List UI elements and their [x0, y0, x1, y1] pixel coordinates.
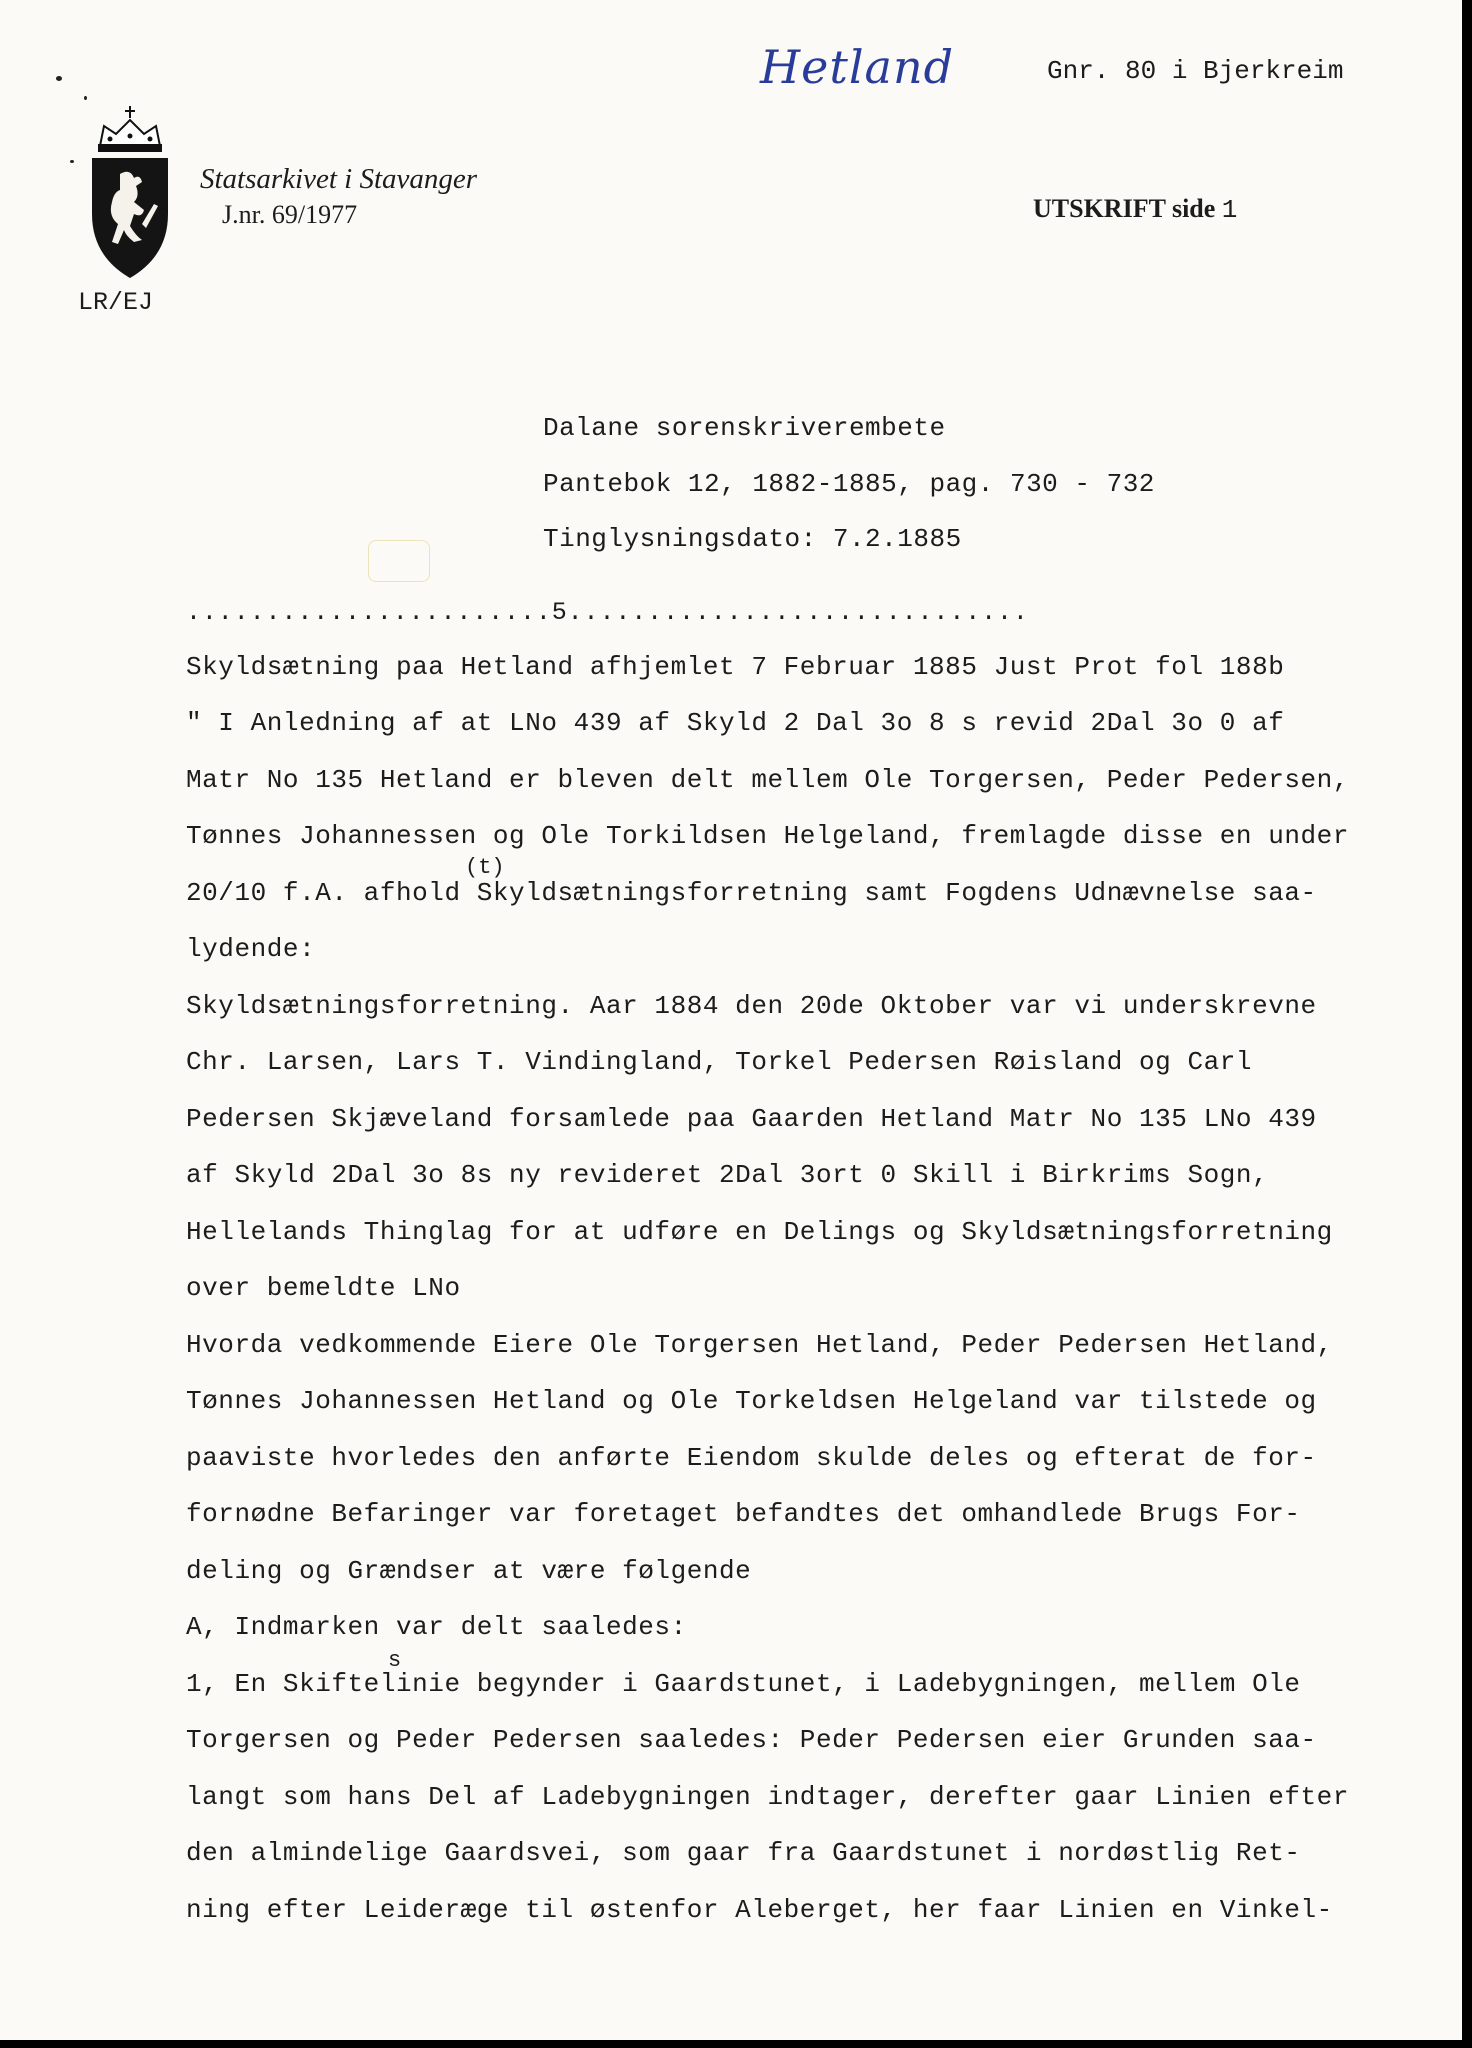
text-line: Skyldsætningsforretning. Aar 1884 den 20de Oktober var vi underskrevne: [186, 991, 1317, 1021]
text-line: 20/10 f.A. afhold Skyldsætningsforretning samt Fogdens Udnævnelse saa-: [186, 878, 1317, 908]
source-office: Dalane sorenskriverembete: [543, 413, 946, 443]
text-line: af Skyld 2Dal 3o 8s ny revideret 2Dal 3ort 0 Skill i Birkrims Sogn,: [186, 1160, 1269, 1190]
text-line: Chr. Larsen, Lars T. Vindingland, Torkel Pedersen Røisland og Carl: [186, 1047, 1253, 1077]
text-line: Torgersen og Peder Pedersen saaledes: Peder Pedersen eier Grunden saa-: [186, 1725, 1317, 1755]
interlinear-insertion: s: [388, 1648, 402, 1673]
text-line: over bemeldte LNo: [186, 1273, 461, 1303]
source-registration: Tinglysningsdato: 7.2.1885: [543, 524, 962, 554]
interlinear-insertion: (t): [465, 855, 505, 880]
coat-of-arms-icon: [80, 104, 180, 284]
speck: [56, 76, 62, 81]
text-line: Pedersen Skjæveland forsamlede paa Gaarden Hetland Matr No 135 LNo 439: [186, 1104, 1317, 1134]
text-line: den almindelige Gaardsvei, som gaar fra Gaardstunet i nordøstlig Ret-: [186, 1838, 1301, 1868]
text-line: Tønnes Johannessen Hetland og Ole Torkeldsen Helgeland var tilstede og: [186, 1386, 1317, 1416]
text-line: Skyldsætning paa Hetland afhjemlet 7 Februar 1885 Just Prot fol 188b: [186, 652, 1285, 682]
text-line: ning efter Leideræge til østenfor Aleberget, her faar Linien en Vinkel-: [186, 1895, 1333, 1925]
source-book: Pantebok 12, 1882-1885, pag. 730 - 732: [543, 469, 1155, 499]
handwritten-note: Hetland: [760, 40, 955, 94]
section-divider: .......................5.............................: [186, 598, 1029, 627]
text-line: langt som hans Del af Ladebygningen indtager, derefter gaar Linien efter: [186, 1782, 1349, 1812]
page-number: 1: [1221, 195, 1238, 225]
text-line: Tønnes Johannessen og Ole Torkildsen Helgeland, fremlagde disse en under: [186, 821, 1349, 851]
initials: LR/EJ: [78, 288, 154, 317]
farm-number: Gnr. 80 i Bjerkreim: [1047, 56, 1344, 86]
text-line: Hellelands Thinglag for at udføre en Delings og Skyldsætningsforretning: [186, 1217, 1333, 1247]
journal-number: J.nr. 69/1977: [222, 200, 358, 229]
speck: [84, 96, 87, 100]
paper-stain: [368, 540, 430, 582]
text-line: Matr No 135 Hetland er bleven delt mellem Ole Torgersen, Peder Pedersen,: [186, 765, 1349, 795]
text-line: 1, En Skiftelinie begynder i Gaardstunet, i Ladebygningen, mellem Ole: [186, 1669, 1301, 1699]
text-line: fornødne Befaringer var foretaget befandtes det omhandlede Brugs For-: [186, 1499, 1301, 1529]
speck: [70, 160, 74, 163]
text-line: lydende:: [186, 934, 316, 964]
archive-name: Statsarkivet i Stavanger: [200, 163, 478, 195]
text-line: paaviste hvorledes den anførte Eiendom skulde deles og efterat de for-: [186, 1443, 1317, 1473]
text-line: A, Indmarken var delt saaledes:: [186, 1612, 687, 1642]
text-line: deling og Grændser at være følgende: [186, 1556, 752, 1586]
text-line: " I Anledning af at LNo 439 af Skyld 2 Dal 3o 8 s revid 2Dal 3o 0 af: [186, 708, 1285, 738]
text-line: Hvorda vedkommende Eiere Ole Torgersen Hetland, Peder Pedersen Hetland,: [186, 1330, 1333, 1360]
transcript-label: [1033, 194, 1237, 225]
transcript-label-text: UTSKRIFT side: [1033, 194, 1216, 223]
